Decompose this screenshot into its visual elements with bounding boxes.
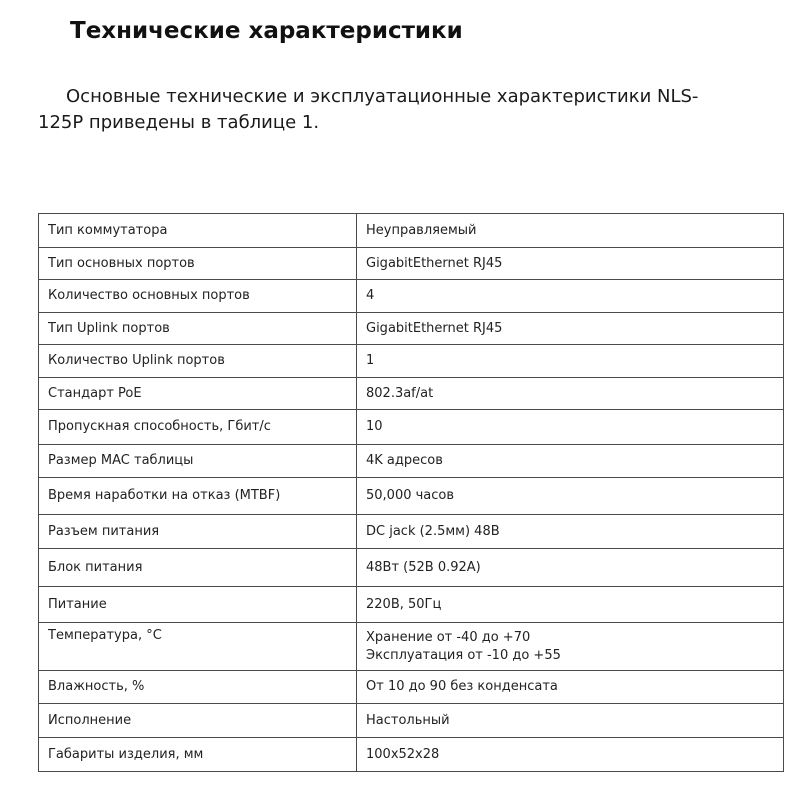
spec-param-cell: Тип Uplink портов xyxy=(39,313,357,345)
table-row xyxy=(39,738,784,772)
spec-value-cell: 10 xyxy=(357,410,784,445)
table-row xyxy=(39,410,784,445)
table-row xyxy=(39,623,784,671)
specs-table xyxy=(38,213,784,772)
spec-value-cell: 48Вт (52В 0.92А) xyxy=(357,549,784,587)
table-row xyxy=(39,478,784,515)
spec-value-cell: DC jack (2.5мм) 48В xyxy=(357,515,784,549)
intro-paragraph: Основные технические и эксплуатационные характеристики NLS-125P приведены в таблице 1. xyxy=(38,86,699,133)
spec-param-cell: Время наработки на отказ (MTBF) xyxy=(39,478,357,515)
spec-value-cell: 4K адресов xyxy=(357,445,784,478)
spec-param-cell: Температура, °С xyxy=(39,623,357,671)
table-row xyxy=(39,587,784,623)
spec-value-cell: 1 xyxy=(357,345,784,378)
spec-param-cell: Тип коммутатора xyxy=(39,214,357,248)
spec-param-cell: Питание xyxy=(39,587,357,623)
spec-value-cell: 4 xyxy=(357,280,784,313)
spec-param-cell: Габариты изделия, мм xyxy=(39,738,357,772)
spec-param-cell: Влажность, % xyxy=(39,671,357,704)
table-row xyxy=(39,345,784,378)
table-row xyxy=(39,214,784,248)
table-row xyxy=(39,445,784,478)
spec-param-cell: Блок питания xyxy=(39,549,357,587)
spec-value-cell: GigabitEthernet RJ45 xyxy=(357,313,784,345)
table-row xyxy=(39,378,784,410)
table-row xyxy=(39,280,784,313)
spec-value-cell: От 10 до 90 без конденсата xyxy=(357,671,784,704)
spec-param-cell: Количество основных портов xyxy=(39,280,357,313)
section-heading: Технические характеристики xyxy=(70,18,463,44)
spec-param-cell: Пропускная способность, Гбит/с xyxy=(39,410,357,445)
spec-value-cell: GigabitEthernet RJ45 xyxy=(357,248,784,280)
spec-param-cell: Тип основных портов xyxy=(39,248,357,280)
table-row xyxy=(39,671,784,704)
spec-param-cell: Разъем питания xyxy=(39,515,357,549)
spec-param-cell: Исполнение xyxy=(39,704,357,738)
table-row xyxy=(39,313,784,345)
spec-value-cell: Неуправляемый xyxy=(357,214,784,248)
specs-table-body xyxy=(39,214,784,772)
spec-param-cell: Количество Uplink портов xyxy=(39,345,357,378)
table-row xyxy=(39,549,784,587)
spec-value-cell: Настольный xyxy=(357,704,784,738)
spec-value-cell: 802.3af/at xyxy=(357,378,784,410)
spec-value-cell: Хранение от -40 до +70 Эксплуатация от -10 до +55 xyxy=(357,623,784,671)
table-row xyxy=(39,248,784,280)
spec-value-cell: 220В, 50Гц xyxy=(357,587,784,623)
table-row xyxy=(39,515,784,549)
spec-value-cell: 50,000 часов xyxy=(357,478,784,515)
spec-param-cell: Стандарт PoE xyxy=(39,378,357,410)
table-row xyxy=(39,704,784,738)
spec-value-cell: 100х52х28 xyxy=(357,738,784,772)
spec-param-cell: Размер MAC таблицы xyxy=(39,445,357,478)
